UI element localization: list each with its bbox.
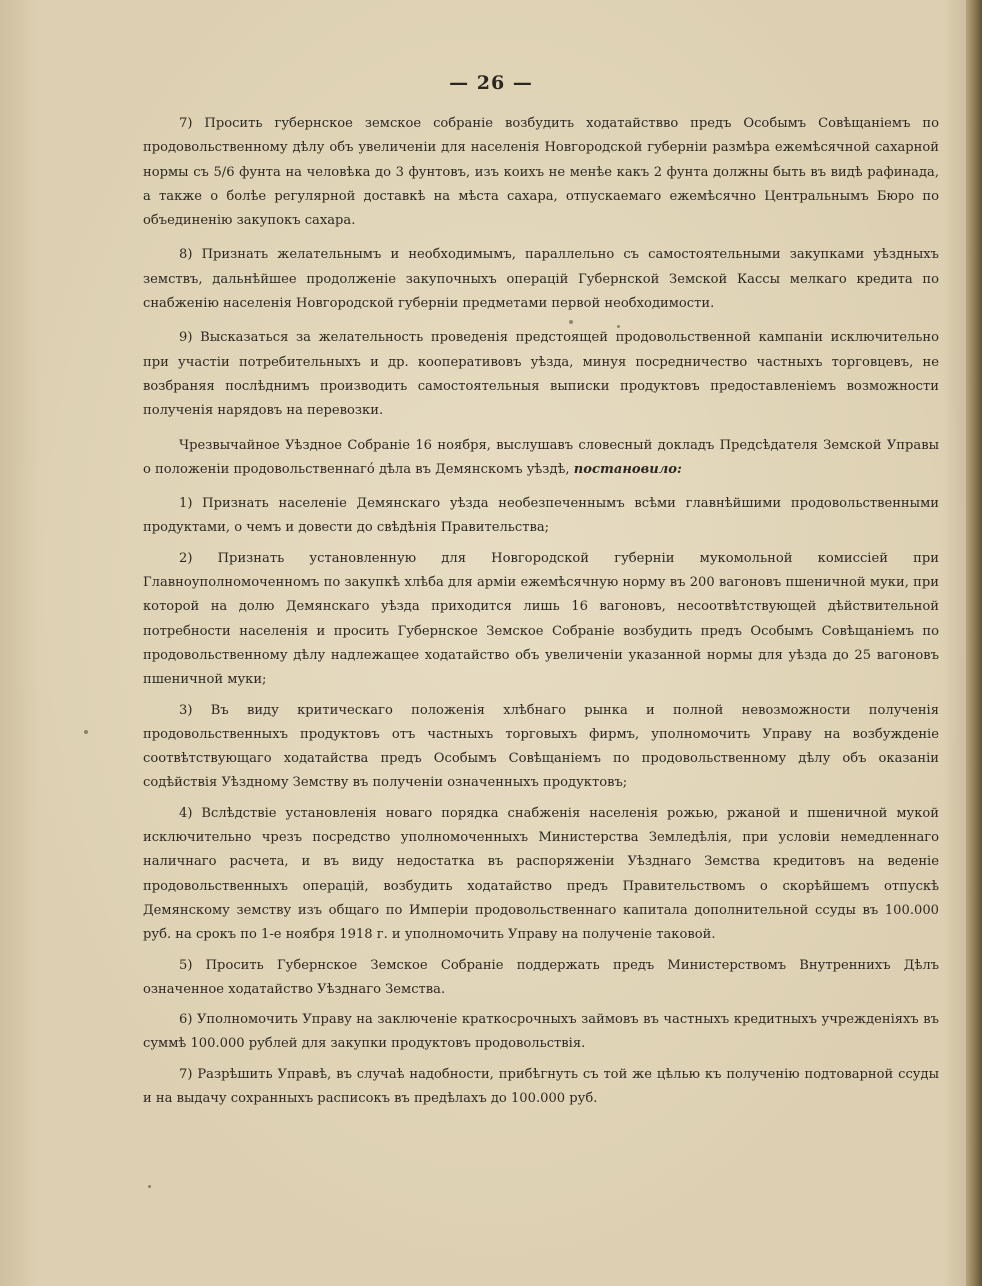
resolution-5: 5) Просить Губернское Земское Собраніе поддержать предъ Министерствомъ Внутреннихъ Дѣлъ означенное ходатайство Уѣзднаго Земства.	[143, 957, 939, 997]
page-edge-shadow	[966, 0, 982, 1286]
resolution-3: 3) Въ виду критическаго положенія хлѣбнаго рынка и полной невозможности полученія продовольственныхъ продуктовъ отъ частныхъ торговыхъ фирмъ, уполномочить Управу на возбужденіе соотвѣтствующаго ходатайства предъ Особымъ Совѣщаніемъ по продовольственному дѣлу объ оказаніи содѣйствія Уѣздному Земству въ полученіи означенныхъ продуктовъ;	[143, 702, 939, 791]
paragraph-8: 8) Признать желательнымъ и необходимымъ, параллельно съ самостоятельными закупками уѣздныхъ земствъ, дальнѣйшее продолженіе закупочныхъ операцій Губернской Земской Кассы мелкаго кредита по снабженію населенія Новгородской губерніи предметами первой необходимости.	[143, 247, 939, 312]
paper-speck	[84, 730, 88, 734]
paragraph-9: 9) Высказаться за желательность проведенія предстоящей продовольственной кампаніи исключительно при участіи потребительныхъ и др. кооперативовъ уѣзда, минуя посредничество частныхъ торговцевъ, не возбраняя послѣднимъ производить самостоятельныя выписки продуктовъ предоставленіемъ возможности полученія нарядовъ на перевозки.	[143, 330, 939, 419]
paper-speck	[148, 1185, 151, 1188]
resolution-1: 1) Признать населеніе Демянскаго уѣзда необезпеченнымъ всѣми главнѣйшими продовольственными продуктами, о чемъ и довести до свѣдѣнія Правительства;	[143, 496, 939, 536]
resolution-2: 2) Признать установленную для Новгородской губерніи мукомольной комиссіей при Главноуполномоченномъ по закупкѣ хлѣба для арміи ежемѣсячную норму въ 200 вагоновъ пшеничной муки, при которой на долю Демянскаго уѣзда приходится лишь 16 вагоновъ, несоотвѣтствующей дѣйствительной потребности населенія и просить Губернское Земское Собраніе возбудить предъ Особымъ Совѣщаніемъ по продовольственному дѣлу надлежащее ходатайство объ увеличеніи указанной нормы для уѣзда до 25 вагоновъ пшеничной муки;	[143, 550, 939, 688]
paragraph-7: 7) Просить губернское земское собраніе возбудить ходатайствво предъ Особымъ Совѣщаніемъ по продовольственному дѣлу объ увеличеніи для населенія Новгородской губерніи размѣра ежемѣсячной сахарной нормы съ 5/6 фунта на человѣка до 3 фунтовъ, изъ коихъ не менѣе какъ 2 фунта должны быть въ видѣ рафинада, а также о болѣе регулярной доставкѣ на мѣста сахара, отпускаемаго ежемѣсячно Центральнымъ Бюро по объединенію закупокъ сахара.	[143, 116, 939, 229]
resolution-7: 7) Разрѣшить Управѣ, въ случаѣ надобности, прибѣгнуть съ той же цѣлью къ полученію подтоварной ссуды и на выдачу сохранныхъ расписокъ въ предѣлахъ до 100.000 руб.	[143, 1066, 939, 1106]
assembly-intro	[143, 434, 939, 483]
paper-speck	[617, 325, 620, 328]
document-body	[143, 112, 939, 1117]
assembly-intro-text: Чрезвычайное Уѣздное Собраніе 16 ноября, выслушавъ словесный докладъ Предсѣдателя Земской Управы о положеніи продовольственнагó дѣла въ Демянскомъ уѣздѣ,	[143, 437, 939, 477]
paper-speck	[569, 320, 573, 324]
resolved-word: постановило:	[573, 461, 682, 477]
resolution-4: 4) Вслѣдствіе установленія новаго порядка снабженія населенія рожью, ржаной и пшеничной мукой исключительно чрезъ посредство уполномоченныхъ Министерства Земледѣлія, при условіи немедленнаго наличнаго расчета, и въ виду недостатка въ распоряженіи Уѣзднаго Земства кредитовъ на веденіе продовольственныхъ операцій, возбудить ходатайство предъ Правительствомъ о скорѣйшемъ отпускѣ Демянскому земству изъ общаго по Имперіи продовольственнаго капитала дополнительной ссуды въ 100.000 руб. на срокъ по 1-е ноября 1918 г. и уполномочить Управу на полученіе таковой.	[143, 805, 939, 943]
page-number: — 26 —	[449, 72, 533, 94]
resolution-6: 6) Уполномочить Управу на заключеніе краткосрочныхъ займовъ въ частныхъ кредитныхъ учрежденіяхъ въ суммѣ 100.000 рублей для закупки продуктовъ продовольствія.	[143, 1012, 939, 1052]
